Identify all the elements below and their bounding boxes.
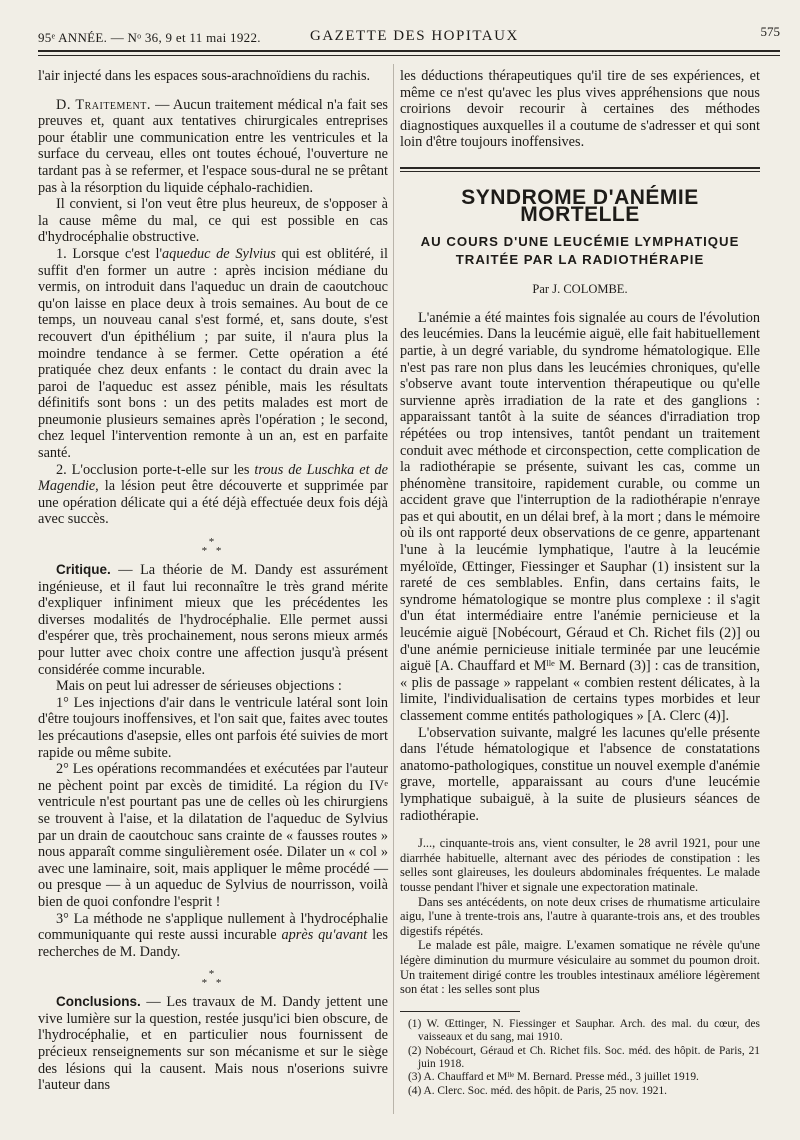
paragraph: 2° Les opérations recommandées et exécutées par l'auteur ne pèchent point par excès de timidité. La région du IVᵉ ventricule n'est pourtant pas une de celles où les chirurgiens se trouvent à l'aise, et la dilatation de l'aqueduc de Sylvius par un drain de caoutchouc sans crainte de « fausses routes » nous apparaît comme singulièrement osée. Dilater un « col » avec une laminaire, soit, mais appliquer le même procédé — ou presque — à un aqueduc de Sylvius de nourrisson, voilà bien de quoi confondre l'esprit ! xyxy=(38,761,388,910)
footnote-rule xyxy=(400,1011,520,1012)
article-rule-thin xyxy=(400,171,760,172)
case-paragraph: Le malade est pâle, maigre. L'examen somatique ne révèle qu'une légère diminution du murmure vésiculaire au sommet du poumon droit. Un traitement dirigé contre les troubles intestinaux améliore légèrement son état : les selles sont plus xyxy=(400,938,760,997)
paragraph: 1. Lorsque c'est l'aqueduc de Sylvius qui est oblitéré, il suffit d'en former un autre : après incision médiane du vermis, on introduit dans l'aqueduc un drain de caoutchouc qu'on laisse en place deux à trois semaines. Au bout de ce temps, un nouveau canal s'est formé, et, sans doute, s'est recouvert d'un épithélium ; par suite, il n'aura plus la moindre tendance à se fermer. Cette opération a été pratiquée chez deux enfants : le contact du drain avec la paroi de l'aqueduc est assez pénible, mais les résultats définitifs sont bons : un des petits malades est mort de pneumonie plusieurs semaines après l'opération ; le second, chez lequel l'intervention remonte à un an, est en parfaite santé. xyxy=(38,245,388,462)
footnote: (1) W. Œttinger, N. Fiessinger et Sauphar. Arch. des mal. du cœur, des vaisseaux et du sang, mai 1910. xyxy=(408,1017,760,1044)
paragraph: 2. L'occlusion porte-t-elle sur les trous de Luschka et de Magendie, la lésion peut être découverte et supprimée par une opération délicate qui a été déjà effectuée deux fois déjà avec succès. xyxy=(38,461,388,528)
page-number: 575 xyxy=(760,24,780,39)
paragraph: 1° Les injections d'air dans le ventricule latéral sont loin d'être toujours inoffensives, et l'on sait que, faites avec toutes les précautions d'asepsie, elles ont parfois été suivies de mort rapide ou même subite. xyxy=(38,694,388,761)
paragraph-critique: Critique. — La théorie de M. Dandy est assurément ingénieuse, et il faut lui reconnaître le très grand mérite d'expliquer infiniment mieux que les précédentes les diverses modalités de l'hydrocéphalie. Elle permet aussi d'espérer que, très prochainement, nous serons mieux armés pour lutter avec choix contre une affection jusqu'à présent considérée comme incurable. xyxy=(38,562,388,678)
section-separator: * * * xyxy=(201,536,225,558)
article-subtitle-line-2: TRAITÉE PAR LA RADIOTHÉRAPIE xyxy=(455,252,705,268)
paragraph: 3° La méthode ne s'applique nullement à l'hydrocéphalie communiquante qui reste aussi incurable après qu'avant les recherches de M. Dandy. xyxy=(38,910,388,960)
section-label: D. Traitement. xyxy=(56,96,151,113)
paragraph: L'anémie a été maintes fois signalée au cours de l'évolution des leucémies. Dans la leucémie aiguë, elle fait habituellement partie, à un degré variable, du syndrome hématologique. Elle n'est pas rare non plus dans les leucémies chroniques, qu'elle s'observe avant toute intervention thérapeutique ou qu'elle survienne après irradiation de la rate et des ganglions : apparaissant tantôt à la suite de séances d'irradiation trop répétées ou trop intensives, tantôt pendant un traitement conduit avec méthode et circonspection, cette complication de la radiothérapie se présente, suivant les cas, comme un phénomène transitoire, rapidement curable, ou comme un accident grave que l'interruption de la radiothérapie n'enraye pas et qui aboutit, en un délai bref, à la mort ; dans le mémoire où ils ont rapporté deux observations de ce genre, appartenant l'une à la leucémie lymphatique, l'autre à la leucémie myéloïde, Œttinger, Fiessinger et Sauphar (1) insistent sur la rareté de ces semblables. Enfin, dans certains faits, le syndrome hématologique se montre plus complexe : il s'agit d'un état intermédiaire entre l'anémie pernicieuse et la leucémie aiguë [Nobécourt, Géraud et Ch. Richet fils (2)] ou d'une anémie pernicieuse initiale terminée par une leucémie aiguë [A. Chauffard et Mˡˡᵉ M. Bernard (3)] : cas de transition, « plis de passage » rappelant « combien restent délicates, à la limite, l'individualisation de certains types morbides et leur classement comme entités pathologiques » [A. Clerc (4)]. xyxy=(400,309,760,724)
footnote: (2) Nobécourt, Géraud et Ch. Richet fils. Soc. méd. des hôpit. de Paris, 21 juin 1918. xyxy=(408,1044,760,1070)
page-header xyxy=(38,22,780,48)
right-column xyxy=(400,68,760,1098)
section-separator: * * * xyxy=(201,968,225,990)
article-rule xyxy=(400,167,760,169)
paragraph: l'air injecté dans les espaces sous-arachnoïdiens du rachis. xyxy=(38,68,371,84)
footnote: (3) A. Chauffard et Mˡˡᵉ M. Bernard. Presse méd., 3 juillet 1919. xyxy=(408,1071,699,1084)
case-paragraph: Dans ses antécédents, on note deux crises de rhumatisme articulaire aigu, l'une à trente-trois ans, l'autre à quarante-trois ans, et des troubles digestifs répétés. xyxy=(400,894,760,938)
issue-info: 95ᵉ ANNÉE. — Nᵒ 36, 9 et 11 mai 1922. xyxy=(38,30,261,45)
case-paragraph: J..., cinquante-trois ans, vient consulter, le 28 avril 1921, pour une diarrhée habituelle, alternant avec des périodes de constipation : les selles sont glaireuses, les douleurs abdominales fréquentes. Le malade tousse pendant l'hiver et signale une expectoration matinale. xyxy=(400,836,760,894)
left-column xyxy=(38,68,388,1094)
footnote: (4) A. Clerc. Soc. méd. des hôpit. de Paris, 25 nov. 1921. xyxy=(408,1084,667,1097)
section-label: Conclusions. xyxy=(56,994,141,1010)
paragraph: les déductions thérapeutiques qu'il tire de ses expériences, et même ce n'est qu'avec les plus vives appréhensions que nous croirions devoir recourir à certaines des méthodes diagnostiques auxquelles il a coutume de s'adresser et qui sont loin d'être toujours inoffensives. xyxy=(400,68,760,151)
article-title: SYNDROME D'ANÉMIE MORTELLE xyxy=(461,185,699,226)
header-rule-thin xyxy=(38,55,780,56)
article-subtitle-line-1: AU COURS D'UNE LEUCÉMIE LYMPHATIQUE xyxy=(420,234,740,250)
header-rule xyxy=(38,50,780,52)
paragraph: Il convient, si l'on veut être plus heureux, de s'opposer à la cause même du mal, ce qui est possible en cas d'hydrocéphalie obstructive. xyxy=(38,196,388,246)
column-divider xyxy=(393,64,394,1114)
paragraph-traitement: D. Traitement. — Aucun traitement médical n'a fait ses preuves et, quant aux tentatives chirurgicales entreprises pour établir une communication entre les ventricules et la surface du cerveau, elles ont toutes échoué, l'ouverture ne tardant pas à se refermer, et l'espace sous-dural ne se prêtant pas à la résorption du liquide céphalo-rachidien. xyxy=(38,96,388,196)
paragraph: Mais on peut lui adresser de sérieuses objections : xyxy=(56,678,342,695)
paragraph: L'observation suivante, malgré les lacunes qu'elle présente dans l'étude hématologique et l'absence de constatations anatomo-pathologiques, constitue un nouvel exemple d'anémie grave, mortelle, apparaissant au cours d'une leucémie lymphatique subaiguë, à la suite de plusieurs séances de radiothérapie. xyxy=(400,724,760,824)
paragraph-conclusions: Conclusions. — Les travaux de M. Dandy jettent une vive lumière sur la question, restée jusqu'ici bien obscure, de l'hydrocéphalie, et en particulier nous fournissent de précieux renseignements sur son mécanisme et sur le siège des lésions qui la causent. Mais nous n'oserions suivre l'auteur dans xyxy=(38,994,388,1094)
article-author: Par J. COLOMBE. xyxy=(532,282,628,297)
section-label: Critique. xyxy=(56,562,111,578)
journal-title: GAZETTE DES HOPITAUX xyxy=(310,28,519,44)
